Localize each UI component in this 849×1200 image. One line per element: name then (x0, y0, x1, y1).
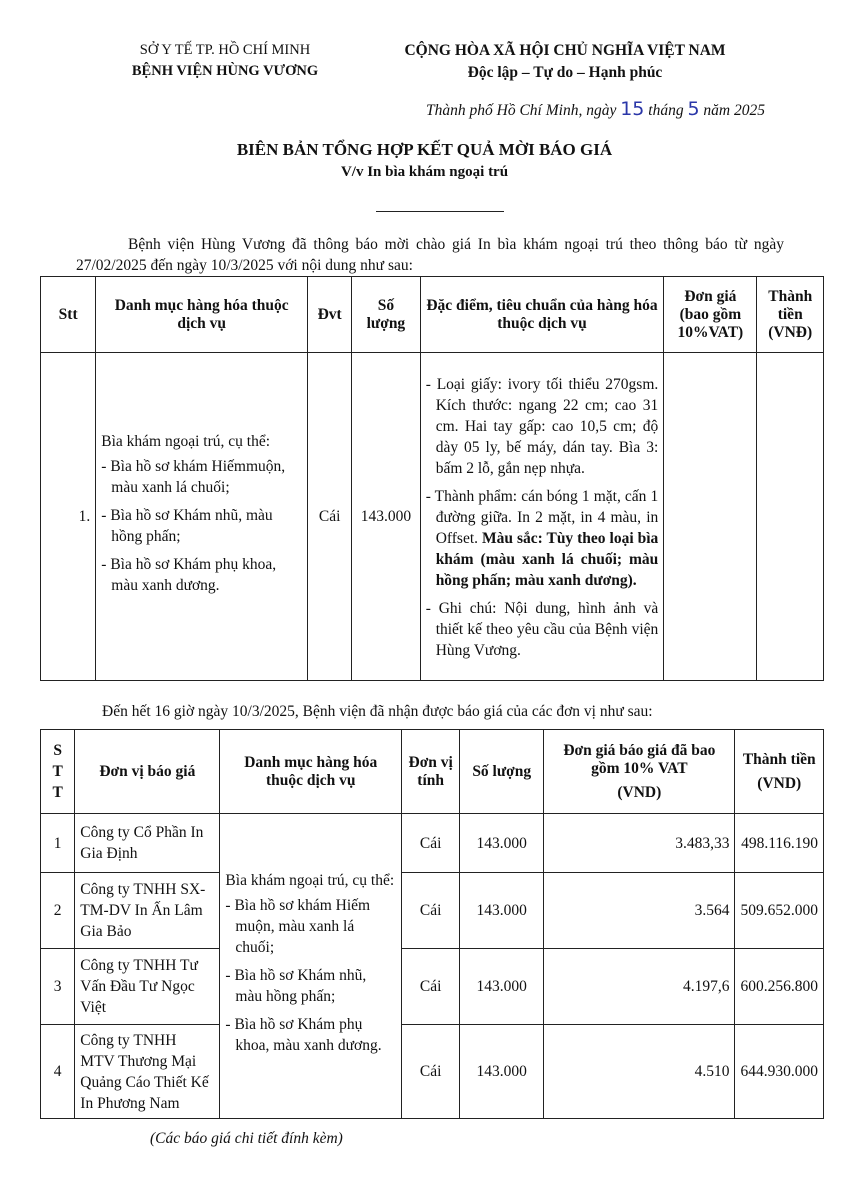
table-row (41, 814, 824, 873)
col-qty: Số lượng (352, 277, 421, 353)
national-title: CỘNG HÒA XÃ HỘI CHỦ NGHĨA VIỆT NAM (404, 42, 726, 59)
spec-finish (426, 486, 659, 591)
col-spec: Đặc điểm, tiêu chuẩn của hàng hóa thuộc dịch vụ (420, 277, 664, 353)
date-prefix: Thành phố Hồ Chí Minh, ngày (426, 102, 617, 119)
row-price: 4.510 (544, 1025, 735, 1119)
spec-finish-text: Thành phẩm: cán bóng 1 mặt, cấn 1 đường giữa. In 2 mặt, in 4 màu, in Offset. (434, 488, 659, 547)
row-price: 3.483,33 (544, 814, 735, 873)
row-price: 4.197,6 (544, 949, 735, 1025)
list-item: - Bìa hồ sơ Khám phụ khoa, màu xanh dương. (101, 554, 302, 596)
requirement-table (40, 276, 824, 681)
date-year: năm 2025 (703, 102, 765, 119)
col-price: Đơn giá (bao gồm 10%VAT) (664, 277, 757, 353)
col-price-text: Đơn giá báo giá đã bao gồm 10% VAT (563, 741, 716, 777)
row-unit: Cái (402, 814, 460, 873)
spec-color: Màu sắc: Tùy theo loại bìa khám (màu xanh lá chuối; màu hồng phấn; màu xanh dương). (435, 530, 659, 589)
date-month: 5 (687, 98, 700, 120)
col-total: Thành tiền (VNĐ) (757, 277, 824, 353)
col-total-text: Thành tiền (742, 750, 816, 768)
list-item: - Bìa hồ sơ khám Hiếmmuộn, màu xanh lá chuối; (101, 456, 302, 498)
document-subtitle: V/v In bìa khám ngoại trú (340, 164, 509, 180)
row-total (757, 353, 824, 681)
row-price (664, 353, 757, 681)
row-stt: 2 (41, 873, 75, 949)
col-vendor: Đơn vị báo giá (75, 730, 220, 814)
row-unit: Cái (402, 1025, 460, 1119)
item-list (101, 456, 302, 596)
row-qty: 143.000 (460, 1025, 544, 1119)
row-unit: Cái (402, 949, 460, 1025)
col-total-unit: (VND) (757, 774, 802, 792)
spec-paper: - Loại giấy: ivory tối thiểu 270gsm. Kích thước: ngang 22 cm; cao 31 cm. Hai tay gấp: cao 10,5 cm; độ dày 05 ly, bế máy, dán tay. Bìa 3: bấm 2 lỗ, gắn nẹp nhựa. (426, 374, 659, 479)
date-month-label: tháng (648, 102, 684, 119)
col-stt (41, 730, 75, 814)
row-item (220, 814, 402, 1119)
list-item: - Bìa hồ sơ Khám phụ khoa, màu xanh dương. (225, 1014, 396, 1056)
item-intro: Bìa khám ngoại trú, cụ thể: (225, 871, 395, 889)
document-date (300, 98, 765, 120)
agency-header (90, 40, 360, 82)
row-stt: 3 (41, 949, 75, 1025)
row-item (96, 353, 308, 681)
table-row (41, 1025, 824, 1119)
col-item: Danh mục hàng hóa thuộc dịch vụ (96, 277, 308, 353)
row-vendor: Công ty TNHH SX-TM-DV In Ấn Lâm Gia Bảo (75, 873, 220, 949)
col-stt-text: STT (52, 742, 63, 801)
row-spec (420, 353, 664, 681)
col-stt: Stt (41, 277, 96, 353)
col-item: Danh mục hàng hóa thuộc dịch vụ (220, 730, 402, 814)
col-total (735, 730, 824, 814)
list-item: - Bìa hồ sơ khám Hiếm muộn, màu xanh lá chuối; (225, 895, 396, 958)
table-header-row (41, 277, 824, 353)
row-vendor: Công ty TNHH Tư Vấn Đầu Tư Ngọc Việt (75, 949, 220, 1025)
agency-department: SỞ Y TẾ TP. HỒ CHÍ MINH (139, 42, 311, 58)
col-price-unit: (VND) (617, 783, 662, 801)
row-qty: 143.000 (352, 353, 421, 681)
intro-paragraph (76, 234, 784, 276)
row-qty: 143.000 (460, 949, 544, 1025)
document-title: BIÊN BẢN TỔNG HỢP KẾT QUẢ MỜI BÁO GIÁ (236, 140, 613, 159)
spec-list (426, 374, 659, 661)
col-qty: Số lượng (460, 730, 544, 814)
attachment-note: (Các báo giá chi tiết đính kèm) (150, 1130, 343, 1147)
row-stt: 4 (41, 1025, 75, 1119)
title-divider (376, 211, 504, 212)
col-unit: Đvt (308, 277, 352, 353)
item-list (225, 895, 396, 1056)
col-price (544, 730, 735, 814)
row-unit: Cái (402, 873, 460, 949)
intro-text: Bệnh viện Hùng Vương đã thông báo mời chào giá In bìa khám ngoại trú theo thông báo từ ngày 27/02/2025 đến ngày 10/3/2025 với nội dung như sau: (76, 236, 784, 274)
table-row (41, 873, 824, 949)
row-stt: 1. (41, 353, 96, 681)
list-item: - Bìa hồ sơ Khám nhũ, màu hồng phấn; (101, 505, 302, 547)
row-vendor: Công ty TNHH MTV Thương Mại Quảng Cáo Thiết Kế In Phương Nam (75, 1025, 220, 1119)
list-item: - Bìa hồ sơ Khám nhũ, màu hồng phấn; (225, 965, 396, 1007)
item-intro: Bìa khám ngoại trú, cụ thể: (101, 432, 271, 450)
row-vendor: Công ty Cổ Phần In Gia Định (75, 814, 220, 873)
row-stt: 1 (41, 814, 75, 873)
col-unit: Đơn vị tính (402, 730, 460, 814)
table-row (41, 353, 824, 681)
row-total: 644.930.000 (735, 1025, 824, 1119)
row-total: 600.256.800 (735, 949, 824, 1025)
national-motto: Độc lập – Tự do – Hạnh phúc (467, 64, 663, 81)
spec-note: - Ghi chú: Nội dung, hình ảnh và thiết kế theo yêu cầu của Bệnh viện Hùng Vương. (426, 598, 659, 661)
row-price: 3.564 (544, 873, 735, 949)
row-total: 509.652.000 (735, 873, 824, 949)
row-qty: 143.000 (460, 814, 544, 873)
intro2-paragraph: Đến hết 16 giờ ngày 10/3/2025, Bệnh viện đã nhận được báo giá của các đơn vị như sau: (102, 703, 653, 720)
row-unit: Cái (308, 353, 352, 681)
table-row (41, 949, 824, 1025)
table-header-row (41, 730, 824, 814)
row-qty: 143.000 (460, 873, 544, 949)
date-day: 15 (620, 98, 645, 120)
national-header (355, 40, 775, 84)
row-total: 498.116.190 (735, 814, 824, 873)
agency-hospital: BỆNH VIỆN HÙNG VƯƠNG (131, 63, 319, 79)
quotation-table (40, 729, 824, 1119)
